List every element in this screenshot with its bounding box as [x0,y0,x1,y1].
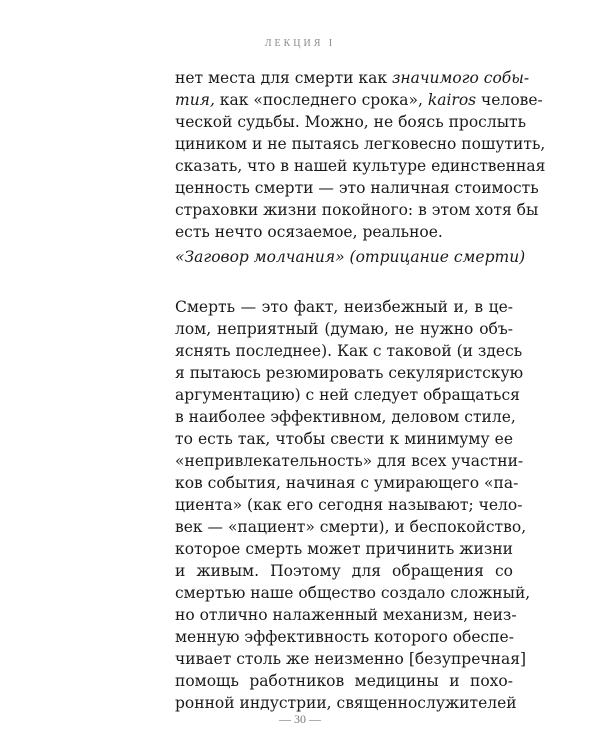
emphasis-text: kairos [427,91,477,109]
paragraph-1-line: сказать, что в нашей культуре единственная [175,157,546,175]
paragraph-2-line: в наиболее эффективном, деловом стиле, [175,408,516,426]
paragraph-2-line: помощь работников медицины и похо- [175,672,513,690]
paragraph-2-line: которое смерть может причинить жизни [175,540,513,558]
paragraph-1-line: есть нечто осязаемое, реальное. [175,223,443,241]
paragraph-2-line: ронной индустрии, священнослужителей [175,694,517,712]
paragraph-2-line: менную эффективность которого обеспе- [175,628,514,646]
paragraph-1-line [175,89,543,111]
emphasis-text: значимого собы- [391,69,530,87]
paragraph-2-line: и живым. Поэтому для обращения со [175,562,513,580]
section-heading: «Заговор молчания» (отрицание смерти) [175,248,526,266]
text-run: челове- [476,91,543,109]
paragraph-2-line: я пытаюсь резюмировать секуляристскую [175,364,524,382]
emphasis-text: тия, [175,91,215,109]
paragraph-2-line: «непривлекательность» для всех участни- [175,452,524,470]
paragraph-1-line: ценность смерти — это наличная стоимость [175,179,539,197]
paragraph-2-line: аргументацию) с ней следует обращаться [175,386,520,404]
paragraph-2-line: яснять последнее). Как с таковой (и здесь [175,342,523,360]
paragraph-1-line: циником и не пытаясь легковесно пошутить, [175,135,546,153]
paragraph-2-line: чивает столь же неизменно [безупречная] [175,650,527,668]
paragraph-2-line: лом, неприятный (думаю, не нужно объ- [175,320,513,338]
paragraph-2-line: то есть так, чтобы свести к минимуму ее [175,430,513,448]
paragraph-2-line: век — «пациент» смерти), и беспокойство, [175,518,527,536]
paragraph-2-line: смертью наше общество создало сложный, [175,584,531,602]
paragraph-2-line: ков события, начиная с умирающего «па- [175,474,519,492]
text-run: нет места для смерти как [175,69,392,87]
paragraph-1-line: ческой судьбы. Можно, не боясь прослыть [175,113,527,131]
paragraph-2-line: Смерть — это факт, неизбежный и, в це- [175,298,513,316]
paragraph-1-line [175,67,530,89]
text-run: как «последнего срока», [214,91,428,109]
paragraph-1-line: страховки жизни покойного: в этом хотя бы [175,201,539,219]
paragraph-2-line: но отлично налаженный механизм, неиз- [175,606,517,624]
running-header: ЛЕКЦИЯ I [264,38,336,49]
page-number: — 30 — [279,712,321,726]
paragraph-1 [175,67,546,243]
paragraph-2 [175,296,531,714]
paragraph-2-line: циента» (как его сегодня называют; чело- [175,496,523,514]
